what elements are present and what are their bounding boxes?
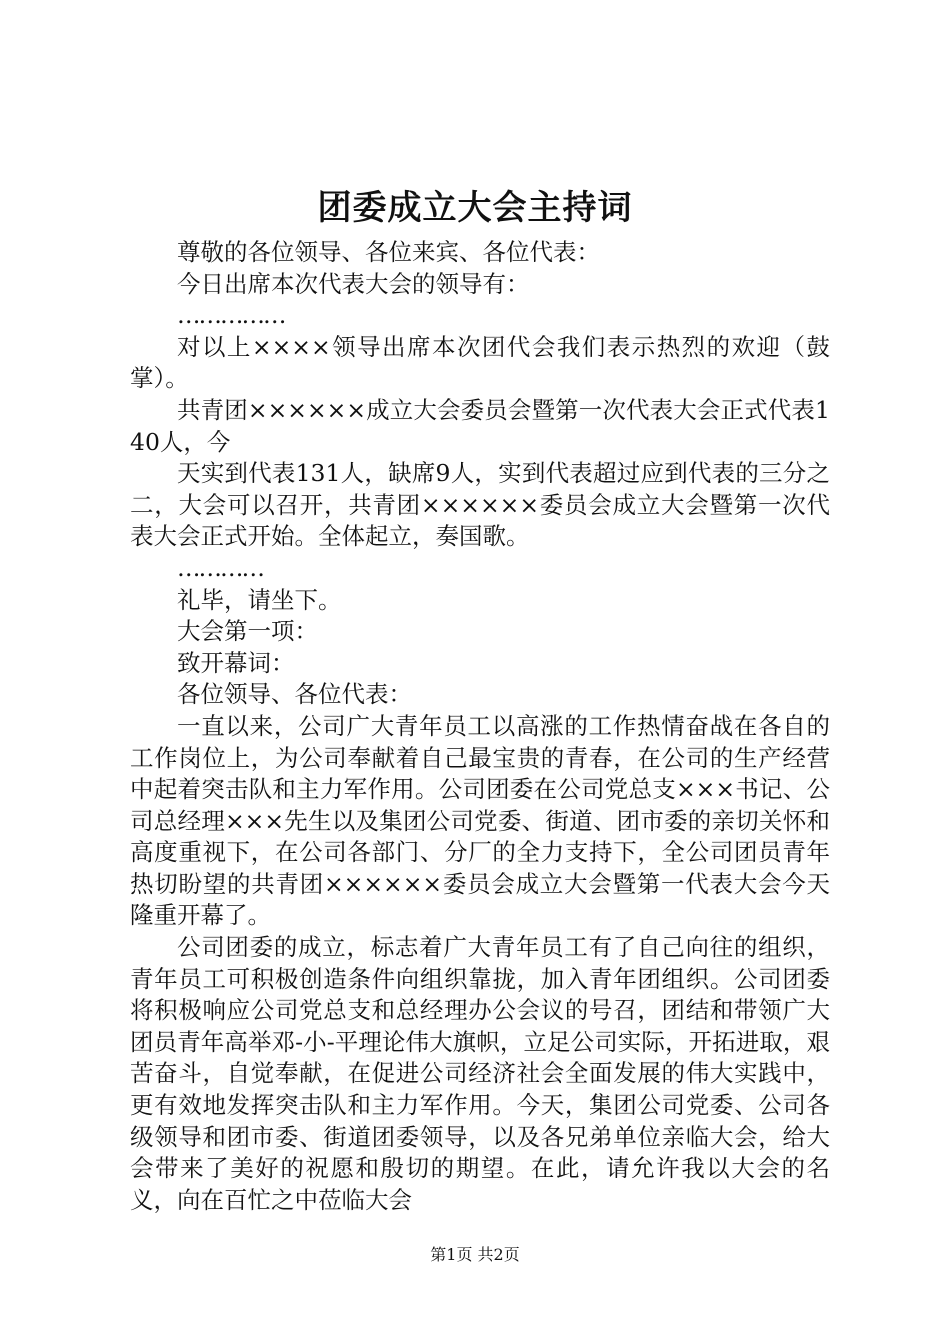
paragraph-body-1: 一直以来，公司广大青年员工以高涨的工作热情奋战在各自的工作岗位上，为公司奉献着自己最宝贵的青春，在公司的生产经营中起着突击队和主力军作用。公司团委在公司党总支×××书记、公司总经理×××先生以及集团公司党委、街道、团市委的亲切关怀和高度重视下，在公司各部门、分厂的全力支持下，全公司团员青年热切盼望的共青团××××××委员会成立大会暨第一代表大会今天隆重开幕了。 (130, 711, 830, 930)
document-title: 团委成立大会主持词 (317, 188, 633, 228)
paragraph-salutation-2: 各位领导、各位代表： (177, 680, 412, 709)
paragraph-sit-down: 礼毕，请坐下。 (177, 585, 342, 614)
paragraph-leaders-present: 今日出席本次代表大会的领导有： (177, 269, 530, 298)
page-footer: 第1页 共2页 (430, 1245, 520, 1264)
paragraph-body-2: 公司团委的成立，标志着广大青年员工有了自己向往的组织，青年员工可积极创造条件向组织靠拢，加入青年团组织。公司团委将积极响应公司党总支和总经理办公会议的号召，团结和带领广大团员青年高举邓-小-平理论伟大旗帜，立足公司实际，开拓进取，艰苦奋斗，自觉奉献，在促进公司经济社会全面发展的伟大实践中，更有效地发挥突击队和主力军作用。今天，集团公司党委、公司各级领导和团市委、街道团委领导，以及各兄弟单位亲临大会，给大会带来了美好的祝愿和殷切的期望。在此，请允许我以大会的名义，向在百忙之中莅临大会 (130, 933, 830, 1214)
document-body (130, 237, 830, 1216)
paragraph-opening-speech: 致开幕词： (177, 648, 295, 677)
paragraph-delegates: 共青团××××××成立大会委员会暨第一次代表大会正式代表140人，今 (130, 395, 830, 456)
paragraph-attendance: 天实到代表131人，缺席9人，实到代表超过应到代表的三分之二，大会可以召开，共青团××××××委员会成立大会暨第一次代表大会正式开始。全体起立，奏国歌。 (130, 459, 830, 551)
paragraph-ellipsis-2: ………… (177, 553, 263, 582)
paragraph-agenda-item-1: 大会第一项： (177, 617, 318, 646)
paragraph-ellipsis: …………… (177, 301, 285, 330)
paragraph-salutation: 尊敬的各位领导、各位来宾、各位代表： (177, 238, 600, 266)
paragraph-welcome: 对以上××××领导出席本次团代会我们表示热烈的欢迎（鼓掌）。 (130, 332, 830, 393)
